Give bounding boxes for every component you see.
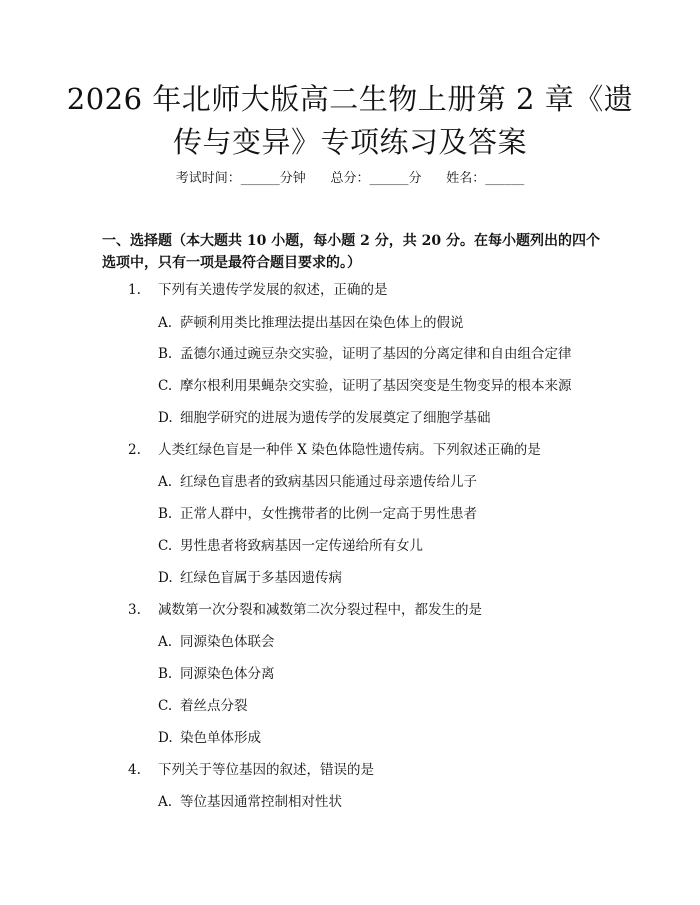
option-text: 红绿色盲属于多基因遗传病 xyxy=(180,570,342,586)
question-2-option-a xyxy=(158,473,477,491)
option-label: A. xyxy=(158,794,173,810)
option-label: D. xyxy=(158,570,173,586)
option-text: 孟德尔通过豌豆杂交实验，证明了基因的分离定律和自由组合定律 xyxy=(180,346,572,362)
question-1-option-d xyxy=(158,409,491,427)
option-text: 男性患者将致病基因一定传递给所有女儿 xyxy=(180,538,423,554)
question-2-option-d xyxy=(158,569,342,587)
question-4 xyxy=(128,761,374,779)
option-label: C. xyxy=(158,378,173,394)
option-text: 同源染色体分离 xyxy=(180,666,275,682)
option-label: D. xyxy=(158,730,173,746)
question-2 xyxy=(128,441,541,459)
option-label: D. xyxy=(158,410,173,426)
question-number: 4. xyxy=(128,762,141,778)
option-label: C. xyxy=(158,698,173,714)
option-label: A. xyxy=(158,474,173,490)
question-number: 1. xyxy=(128,282,141,298)
option-label: B. xyxy=(158,506,173,522)
section-heading: 一、选择题（本大题共 10 小题，每小题 2 分，共 20 分。在每小题列出的四个选项中，只有一项是最符合题目要求的。） xyxy=(102,233,600,271)
question-number: 3. xyxy=(128,602,141,618)
option-label: C. xyxy=(158,538,173,554)
document-title: 2026 年北师大版高二生物上册第 2 章《遗传与变异》专项练习及答案 xyxy=(66,82,634,159)
option-text: 正常人群中，女性携带者的比例一定高于男性患者 xyxy=(180,506,477,522)
option-label: A. xyxy=(158,315,173,331)
question-1-option-a xyxy=(158,314,464,332)
question-text: 减数第一次分裂和减数第二次分裂过程中，都发生的是 xyxy=(158,602,482,618)
option-label: B. xyxy=(158,666,173,682)
question-3 xyxy=(128,601,482,619)
question-text: 下列有关遗传学发展的叙述，正确的是 xyxy=(158,282,388,298)
question-3-option-a xyxy=(158,633,275,651)
option-text: 萨顿利用类比推理法提出基因在染色体上的假说 xyxy=(180,315,464,331)
question-1-option-c xyxy=(158,377,572,395)
option-text: 红绿色盲患者的致病基因只能通过母亲遗传给儿子 xyxy=(180,474,477,490)
question-3-option-b xyxy=(158,665,275,683)
option-text: 摩尔根利用果蝇杂交实验，证明了基因突变是生物变异的根本来源 xyxy=(180,378,572,394)
exam-info-line: 考试时间：______分钟 总分：______分 姓名：______ xyxy=(175,171,525,186)
option-text: 等位基因通常控制相对性状 xyxy=(180,794,342,810)
question-2-option-b xyxy=(158,505,477,523)
option-text: 同源染色体联会 xyxy=(180,634,275,650)
question-4-option-a xyxy=(158,793,342,811)
question-number: 2. xyxy=(128,442,141,458)
question-3-option-c xyxy=(158,697,248,715)
question-3-option-d xyxy=(158,729,261,747)
option-label: A. xyxy=(158,634,173,650)
option-text: 染色单体形成 xyxy=(180,730,261,746)
option-label: B. xyxy=(158,346,173,362)
question-1-option-b xyxy=(158,345,572,363)
option-text: 细胞学研究的进展为遗传学的发展奠定了细胞学基础 xyxy=(180,410,491,426)
question-text: 下列关于等位基因的叙述，错误的是 xyxy=(158,762,374,778)
question-2-option-c xyxy=(158,537,423,555)
option-text: 着丝点分裂 xyxy=(180,698,248,714)
question-text: 人类红绿色盲是一种伴 X 染色体隐性遗传病。下列叙述正确的是 xyxy=(158,442,541,458)
question-1 xyxy=(128,281,388,299)
